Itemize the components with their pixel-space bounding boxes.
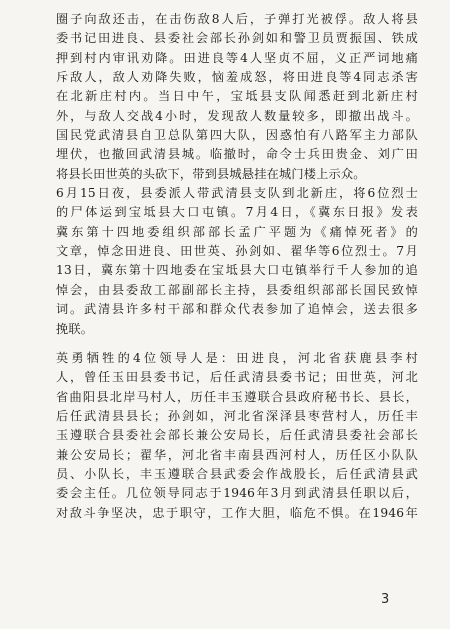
text-line: 文章，悼念田进良、田世英、孙剑如、翟华等6位烈士。7月 <box>56 244 418 259</box>
text-line: 将县长田世英的头砍下，带到县城悬挂在城门楼上示众。 <box>56 166 366 181</box>
paragraph-start-line: 英勇牺牲的4位领导人是：田进良，河北省获鹿县李村 <box>56 350 418 365</box>
text-line: 员、小队长，丰玉遵联合县武委会作战股长，后任武清县武 <box>56 466 418 481</box>
text-line: 挽联。 <box>56 321 94 336</box>
text-line: 委会主任。几位领导同志于1946年3月到武清县任职以后， <box>56 486 418 501</box>
text-line: 斥敌人，敌人劝降失败，恼羞成怒，将田进良等4同志杀害 <box>56 70 418 85</box>
text-line: 人，曾任玉田县委书记，后任武清县委书记；田世英，河北 <box>56 370 418 385</box>
text-line: 后任武清县县长；孙剑如，河北省深泽县枣营村人，历任丰 <box>56 408 418 423</box>
text-line: 悼会，由县委敌工部副部长主持，县委组织部部长国民致悼 <box>56 282 418 297</box>
text-line: 圈子向敌还击，在击伤敌8人后，子弹打光被俘。敌人将县 <box>56 12 418 26</box>
text-line: 13日，冀东第十四地委在宝坻县大口屯镇举行千人参加的追 <box>56 263 418 278</box>
text-line: 词。武清县许多村干部和群众代表参加了追悼会，送去很多 <box>56 302 418 317</box>
text-line: 玉遵联合县委社会部长兼公安局长，后任武清县委社会部长 <box>56 428 418 443</box>
text-line: 委书记田进良、县委社会部长孙剑如和警卫员贾振国、铁成 <box>56 31 418 46</box>
text-line: 的尸体运到宝坻县大口屯镇。7月4日，《冀东日报》发表 <box>56 205 418 220</box>
text-line: 在北新庄村内。当日中午，宝坻县支队闻悉赶到北新庄村 <box>56 89 418 104</box>
text-line: 外，与敌人交战4小时，发现敌人数量较多，即撤出战斗。 <box>56 108 418 123</box>
text-line: 国民党武清县自卫总队第四大队，因惑怕有八路军主力部队 <box>56 128 418 143</box>
page-number: 3 <box>381 592 390 607</box>
text-line: 押到村内审讯劝降。田进良等4人坚贞不屈，义正严词地痛 <box>56 50 418 65</box>
paragraph-start-line: 6月15日夜，县委派人带武清县支队到北新庄，将6位烈士 <box>56 186 418 201</box>
text-line: 省曲阳县北岸马村人，历任丰玉遵联合县政府秘书长、县长， <box>56 389 418 404</box>
body-text <box>56 10 418 523</box>
text-line: 对敌斗争坚决，忠于职守，工作大胆，临危不惧。在1946年 <box>56 505 418 520</box>
text-line: 兼公安局长；翟华，河北省丰南县西河村人，历任区小队队 <box>56 447 418 462</box>
text-line: 埋伏，也撤回武清县城。临撤时，命令士兵田贵金、刘广田 <box>56 147 418 162</box>
text-line: 冀东第十四地委组织部部长孟广平题为《痛悼死者》的 <box>56 224 418 239</box>
